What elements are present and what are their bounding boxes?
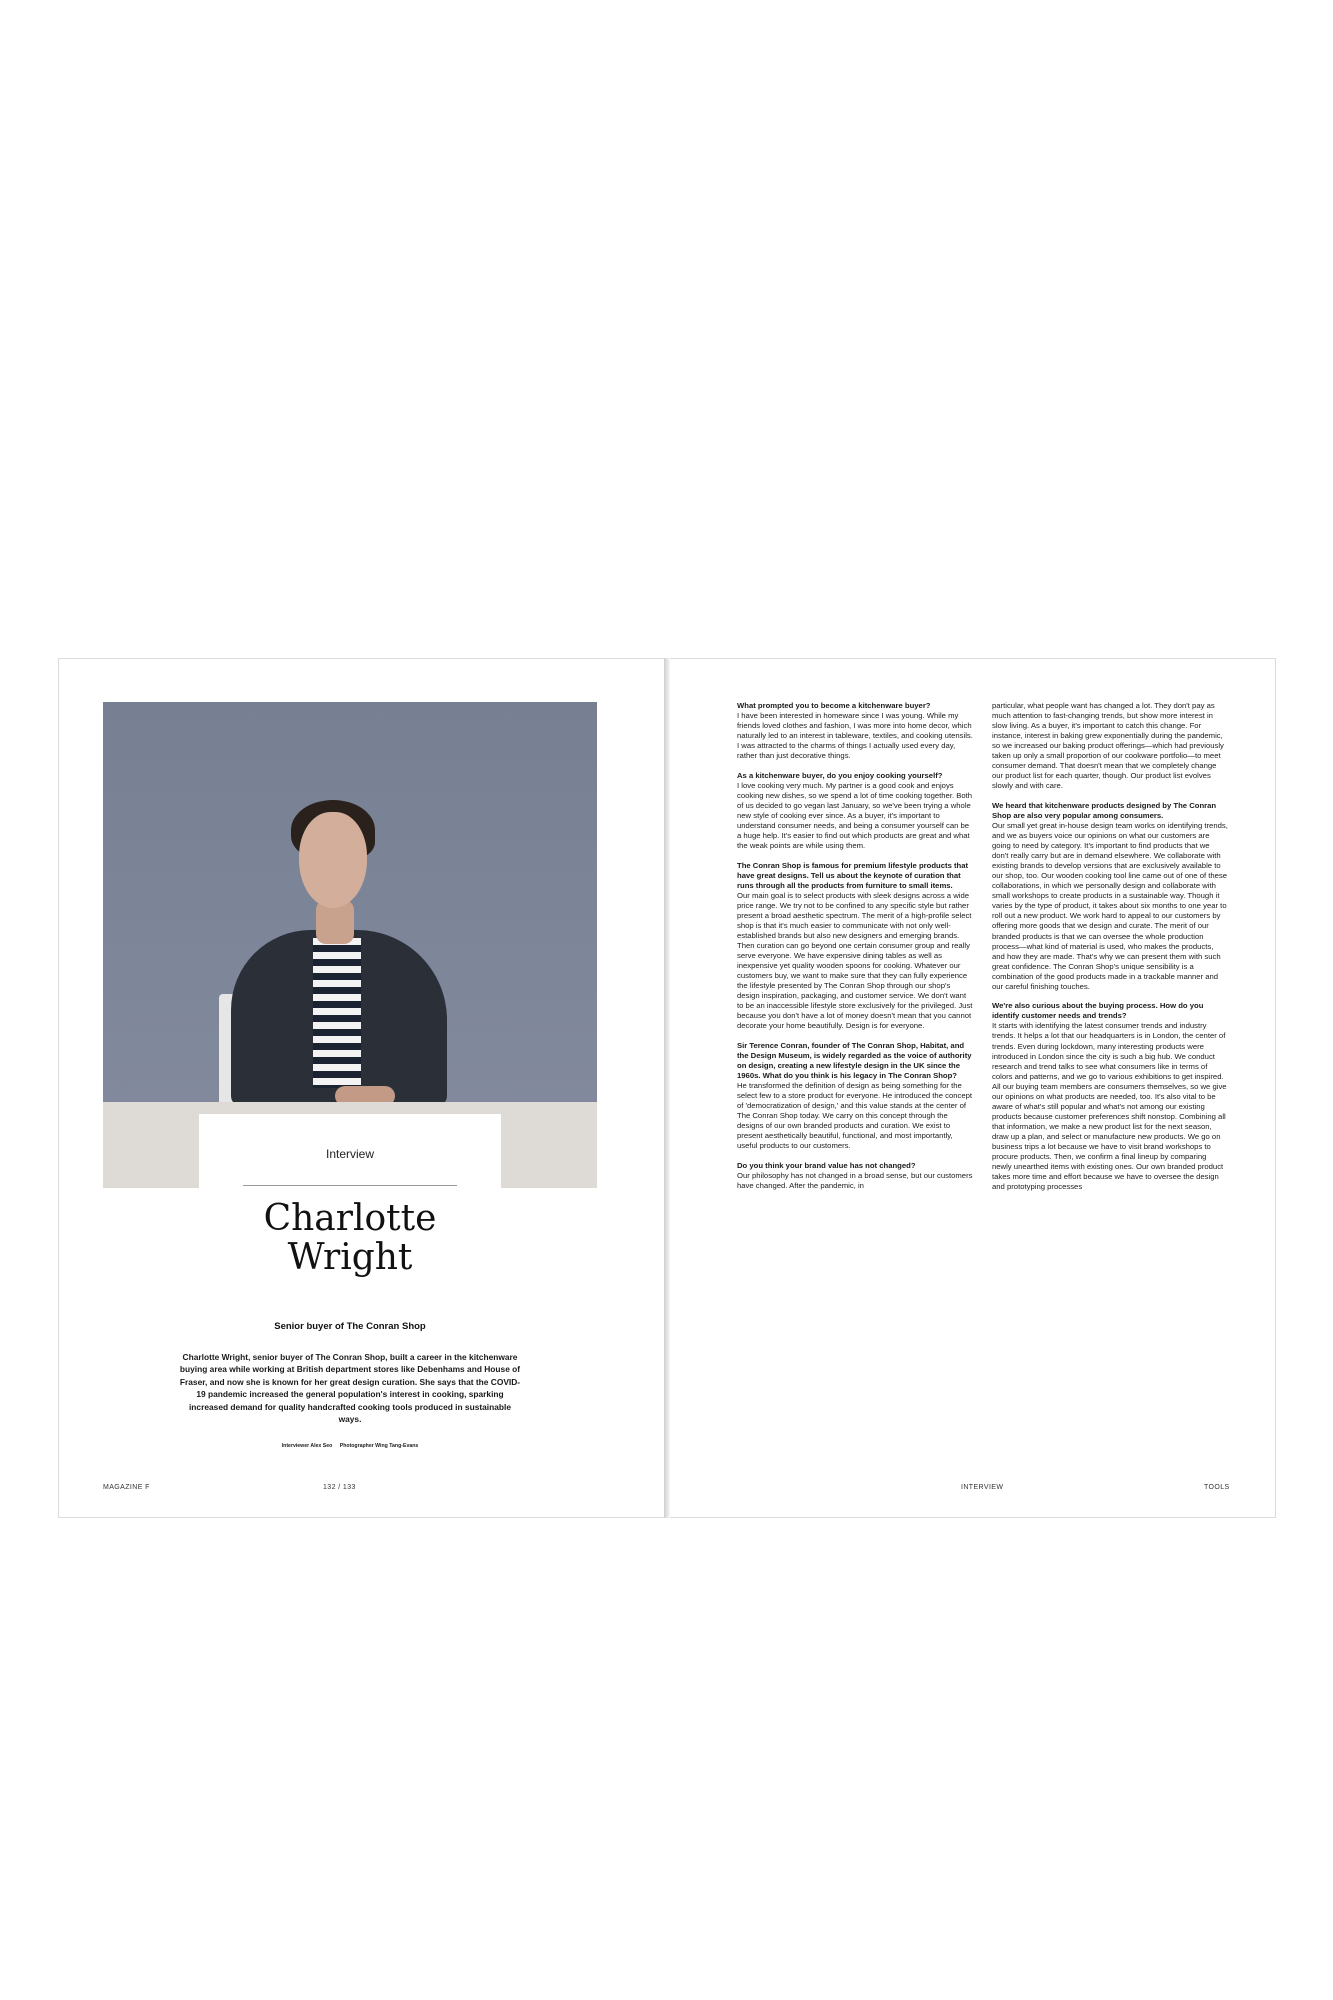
answer: Our main goal is to select products with sleek designs across a wide price range. We try not to be confined to any specific style but rather present a broad aesthetic spectrum. The merit of a high-profile select shop is that it's much easier to communicate with not only well-established brands but also new designers and emerging brands. Then curation can go beyond one certain consumer group and really serve everyone. We have expensive dining tables as well as inexpensive yet quality wooden spoons for cooking. Whatever our customers buy, we want to make sure that they can fully experience the lifestyle presented by The Conran Shop through our shop's design inspiration, packaging, and customer service. We don't want to be an inaccessible lifestyle store exclusively for the privileged. Just because you don't have a lot of money doesn't mean that you cannot decorate your home beautifully. Design is for everyone. bbox=[737, 890, 973, 1031]
qa-block bbox=[737, 1041, 973, 1152]
left-page bbox=[58, 658, 664, 1518]
folio-section: INTERVIEW bbox=[961, 1484, 1004, 1491]
qa-block bbox=[992, 801, 1228, 992]
text-column-2 bbox=[992, 701, 1228, 1202]
answer: He transformed the definition of design as being something for the select few to a store product for everyone. He introduced the concept of 'democratization of design,' and this value stands at the center of The Conran Shop today. We carry on this concept through the designs of our own branded products and curation. We exist to present aesthetically beautiful, functional, and most importantly, useful products to our customers. bbox=[737, 1081, 973, 1151]
answer: I love cooking very much. My partner is a good cook and enjoys cooking new dishes, so we spend a lot of time cooking together. Both of us decided to go vegan last January, so we've been trying a whole new style of cooking ever since. As a buyer, it's important to understand consumer needs, and being a consumer yourself can be a huge help. It's easier to find out which products are great and what the weak points are while using them. bbox=[737, 780, 973, 851]
question: We're also curious about the buying process. How do you identify customer needs and trends? bbox=[992, 1001, 1204, 1021]
question: What prompted you to become a kitchenware buyer? bbox=[737, 701, 931, 710]
name-first: Charlotte bbox=[263, 1198, 437, 1239]
folio-topic: TOOLS bbox=[1204, 1484, 1230, 1491]
intro-paragraph: Charlotte Wright, senior buyer of The Conran Shop, built a career in the kitchenware buying area while working at British department stores like Debenhams and House of Fraser, and now she is known for her great design curation. She says that the COVID-19 pandemic increased the general population's interest in cooking, sparking increased demand for quality handcrafted cooking tools produced in sustainable ways. bbox=[179, 1352, 521, 1425]
folio-pages: 132 / 133 bbox=[323, 1484, 356, 1491]
answer: It starts with identifying the latest consumer trends and industry trends. It helps a lot that our headquarters is in London, the center of trends. Even during lockdown, many interesting products were introduced in London since the city is such a big hub. We conduct research and trend talks to see what consumers like in terms of colors and patterns, and we go to various exhibitions to get inspired. All our buying team members are consumers themselves, so we give our opinions on what products are needed, too. It's also vital to be aware of what's still popular and what's not among our existing products because customer preferences shift nonstop. Combining all that information, we make a new product list for the next season, draw up a plan, and select or manufacture new products. We go on business trips a lot because we have to visit brand workshops to procure products. Then, we confirm a final lineup by comparing newly unearthed items with existing ones. Our own branded product takes more time and effort because we have to oversee the design and prototyping processes bbox=[992, 1021, 1227, 1192]
answer: Our philosophy has not changed in a broad sense, but our customers have changed. After the pandemic, in bbox=[737, 1171, 973, 1191]
qa-block bbox=[737, 861, 973, 1032]
face-shape bbox=[299, 812, 367, 908]
striped-shirt-shape bbox=[313, 938, 361, 1088]
section-label: Interview bbox=[325, 1147, 375, 1161]
right-page bbox=[670, 658, 1276, 1518]
answer: I have been interested in homeware since I was young. While my friends loved clothes and fashion, I was more into home decor, which naturally led to an interest in tableware, textiles, and cooking utensils. I was attracted to the charms of things I actually used every day, rather than just decorative things. bbox=[737, 711, 973, 761]
qa-block bbox=[737, 701, 973, 761]
name-last: Wright bbox=[287, 1237, 413, 1278]
credits bbox=[119, 1443, 581, 1449]
interviewee-title: Senior buyer of The Conran Shop bbox=[274, 1321, 426, 1332]
folio-magazine: MAGAZINE F bbox=[103, 1484, 150, 1491]
text-column-1 bbox=[737, 701, 973, 1201]
question: The Conran Shop is famous for premium lifestyle products that have great designs. Tell us about the keynote of curation that runs through all the products from furniture to small items. bbox=[737, 860, 969, 890]
qa-block bbox=[737, 771, 973, 851]
answer: Our small yet great in-house design team works on identifying trends, and we as buyers voice our opinions on what our customers are going to need by category. It's important to find products that we don't really carry but are in demand elsewhere. We collaborate with existing brands to develop versions that are exclusively available to our shop, too. Our wooden cooking tool line came out of one of these collaborations, in which we personally design and collaborate with small workshops to create products in a sustainable way. Though it varies by the type of product, it takes about six months to one year to roll out a new product. We work hard to appeal to our customers by offering more goods that we design and curate. The merit of our branded products is that we can oversee the whole production process—what kind of material is used, who makes the products, and how they are made. That's why we can present them with such great confidence. The Conran Shop's unique sensibility is a combination of the good products made in a trackable manner and our careful finishing touches. bbox=[992, 821, 1228, 991]
question: We heard that kitchenware products designed by The Conran Shop are also very popular among consumers. bbox=[992, 800, 1217, 820]
magazine-spread bbox=[58, 658, 1276, 1518]
question: Do you think your brand value has not changed? bbox=[737, 1160, 916, 1170]
interviewee-name bbox=[119, 1199, 581, 1277]
question: Sir Terence Conran, founder of The Conran Shop, Habitat, and the Design Museum, is widely regarded as the voice of authority on design, creating a new lifestyle design in the UK since the 1960s. What do you think is his legacy in The Conran Shop? bbox=[737, 1040, 972, 1081]
question: As a kitchenware buyer, do you enjoy cooking yourself? bbox=[737, 770, 943, 780]
credit-interviewer: Interviewer Alex Seo bbox=[281, 1443, 333, 1449]
label-divider bbox=[243, 1185, 457, 1186]
answer: particular, what people want has changed a lot. They don't pay as much attention to fast-changing trends, but show more interest in slow living. As a buyer, it's important to catch this change. For instance, interest in baking grew exponentially during the pandemic, so we increased our baking product offerings—which had previously taken up only a small proportion of our cookware portfolio—to meet consumer demand. That doesn't mean that we completely change our product list for each quarter, though. Our product list evolves slowly and with care. bbox=[992, 701, 1224, 791]
credit-photographer: Photographer Wing Tang-Evans bbox=[339, 1443, 419, 1449]
qa-block bbox=[992, 701, 1228, 791]
qa-block bbox=[992, 1001, 1228, 1192]
qa-block bbox=[737, 1161, 973, 1191]
